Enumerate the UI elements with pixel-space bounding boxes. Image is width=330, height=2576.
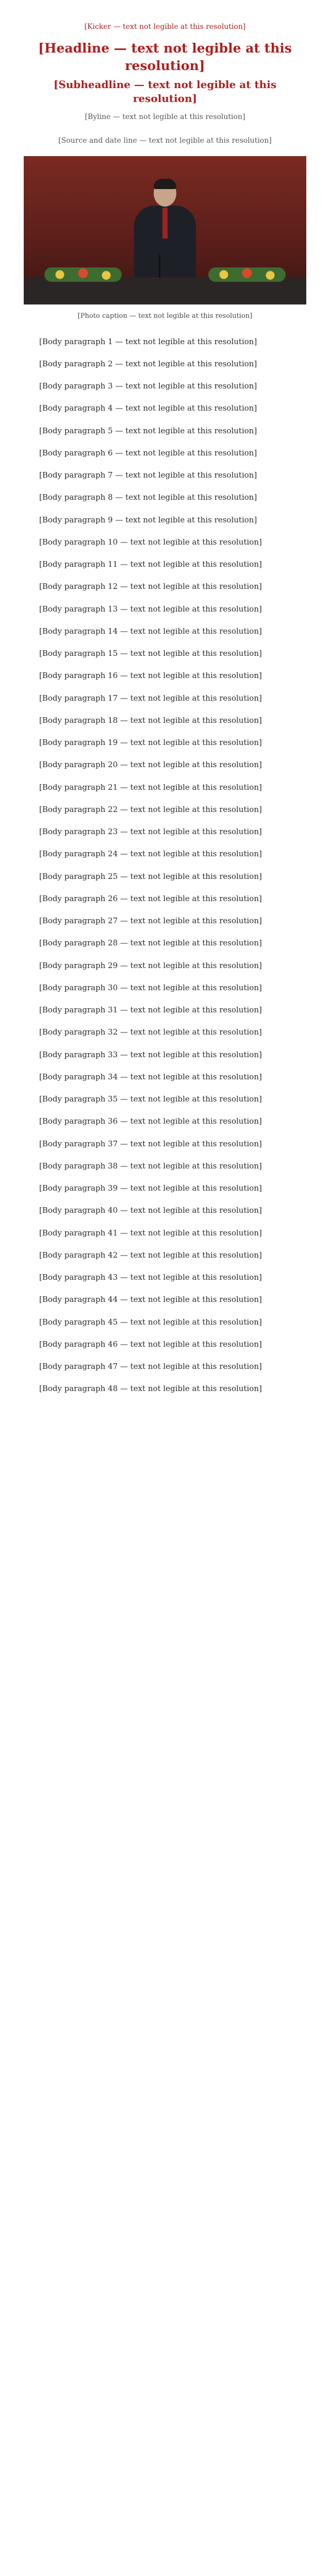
body-paragraph: [Body paragraph 33 — text not legible at this resolution] <box>39 1049 262 1059</box>
body-paragraph: [Body paragraph 17 — text not legible at this resolution] <box>39 693 262 703</box>
body-paragraph: [Body paragraph 24 — text not legible at this resolution] <box>39 849 262 859</box>
body-paragraph: [Body paragraph 10 — text not legible at this resolution] <box>39 537 262 547</box>
body-paragraph: [Body paragraph 23 — text not legible at this resolution] <box>39 827 262 837</box>
body-paragraph: [Body paragraph 27 — text not legible at this resolution] <box>39 916 262 926</box>
body-paragraph: [Body paragraph 31 — text not legible at this resolution] <box>39 1005 262 1015</box>
article-byline: [Byline — text not legible at this resolution] <box>85 112 245 121</box>
body-paragraph: [Body paragraph 1 — text not legible at this resolution] <box>39 336 257 346</box>
body-paragraph: [Body paragraph 46 — text not legible at this resolution] <box>39 1339 262 1349</box>
body-paragraph: [Body paragraph 16 — text not legible at this resolution] <box>39 671 262 681</box>
body-paragraph: [Body paragraph 41 — text not legible at this resolution] <box>39 1228 262 1238</box>
flower-arrangement-right <box>208 267 286 282</box>
body-paragraph: [Body paragraph 6 — text not legible at this resolution] <box>39 448 257 457</box>
body-paragraph: [Body paragraph 36 — text not legible at this resolution] <box>39 1116 262 1126</box>
body-paragraph: [Body paragraph 32 — text not legible at this resolution] <box>39 1027 262 1037</box>
body-paragraph: [Body paragraph 25 — text not legible at this resolution] <box>39 871 262 881</box>
body-paragraph: [Body paragraph 37 — text not legible at this resolution] <box>39 1139 262 1148</box>
body-paragraph: [Body paragraph 38 — text not legible at this resolution] <box>39 1161 262 1171</box>
body-paragraph: [Body paragraph 5 — text not legible at this resolution] <box>39 426 257 435</box>
article-body <box>24 334 306 1397</box>
body-paragraph: [Body paragraph 45 — text not legible at this resolution] <box>39 1317 262 1327</box>
article-title: [Headline — text not legible at this resolution] <box>38 41 292 73</box>
speaker-tie <box>162 208 168 239</box>
body-paragraph: [Body paragraph 48 — text not legible at this resolution] <box>39 1384 262 1394</box>
body-paragraph: [Body paragraph 28 — text not legible at this resolution] <box>39 938 262 948</box>
body-paragraph: [Body paragraph 39 — text not legible at this resolution] <box>39 1183 262 1193</box>
body-paragraph: [Body paragraph 13 — text not legible at this resolution] <box>39 604 262 614</box>
body-paragraph: [Body paragraph 22 — text not legible at this resolution] <box>39 804 262 814</box>
body-paragraph: [Body paragraph 11 — text not legible at this resolution] <box>39 560 262 569</box>
body-paragraph: [Body paragraph 34 — text not legible at this resolution] <box>39 1072 262 1081</box>
article-subtitle: [Subheadline — text not legible at this resolution] <box>53 78 277 105</box>
body-paragraph: [Body paragraph 9 — text not legible at this resolution] <box>39 515 257 524</box>
flower-arrangement-left <box>44 267 122 282</box>
photo-caption: [Photo caption — text not legible at this resolution] <box>77 312 253 320</box>
body-paragraph: [Body paragraph 4 — text not legible at this resolution] <box>39 403 257 413</box>
body-paragraph: [Body paragraph 29 — text not legible at this resolution] <box>39 960 262 970</box>
body-paragraph: [Body paragraph 7 — text not legible at this resolution] <box>39 470 257 480</box>
body-paragraph: [Body paragraph 3 — text not legible at this resolution] <box>39 381 257 391</box>
body-paragraph: [Body paragraph 44 — text not legible at this resolution] <box>39 1295 262 1304</box>
body-paragraph: [Body paragraph 18 — text not legible at this resolution] <box>39 715 262 725</box>
body-paragraph: [Body paragraph 19 — text not legible at this resolution] <box>39 738 262 748</box>
body-paragraph: [Body paragraph 35 — text not legible at this resolution] <box>39 1094 262 1104</box>
body-paragraph: [Body paragraph 43 — text not legible at this resolution] <box>39 1273 262 1282</box>
body-paragraph: [Body paragraph 8 — text not legible at this resolution] <box>39 493 257 502</box>
body-paragraph: [Body paragraph 2 — text not legible at this resolution] <box>39 359 257 368</box>
body-paragraph: [Body paragraph 21 — text not legible at this resolution] <box>39 782 262 792</box>
article-source-line: [Source and date line — text not legible at this resolution] <box>58 136 272 145</box>
body-paragraph: [Body paragraph 26 — text not legible at this resolution] <box>39 893 262 903</box>
body-paragraph: [Body paragraph 40 — text not legible at this resolution] <box>39 1206 262 1215</box>
body-paragraph: [Body paragraph 14 — text not legible at this resolution] <box>39 626 262 636</box>
lead-photo <box>24 156 306 304</box>
microphone <box>159 255 160 278</box>
body-paragraph: [Body paragraph 47 — text not legible at this resolution] <box>39 1362 262 1371</box>
body-paragraph: [Body paragraph 20 — text not legible at this resolution] <box>39 760 262 770</box>
body-paragraph: [Body paragraph 15 — text not legible at this resolution] <box>39 649 262 658</box>
body-paragraph: [Body paragraph 30 — text not legible at this resolution] <box>39 982 262 992</box>
speaker-figure <box>134 180 196 278</box>
body-paragraph: [Body paragraph 42 — text not legible at this resolution] <box>39 1250 262 1260</box>
speaker-hair <box>154 179 176 189</box>
body-paragraph: [Body paragraph 12 — text not legible at this resolution] <box>39 582 262 591</box>
article-kicker: [Kicker — text not legible at this resolution] <box>84 23 246 31</box>
